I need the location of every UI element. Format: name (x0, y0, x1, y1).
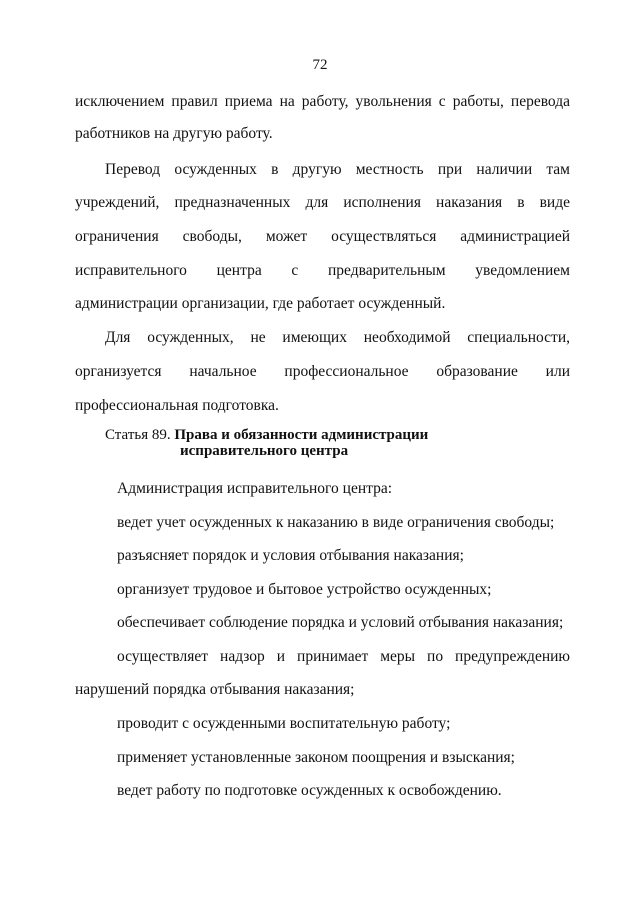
paragraph-3-line-1: Для осужденных, не имеющих необходимой специальности, (105, 329, 570, 346)
paragraph-2-line-1: Перевод осужденных в другую местность при наличии там (105, 161, 570, 178)
duty-item: проводит с осужденными воспитательную работу; (117, 715, 451, 732)
paragraph-2-line-4: исправительного центра с предварительным уведомлением (75, 262, 570, 279)
paragraph-3-line-2: организуется начальное профессиональное образование или (75, 363, 570, 380)
duty-item: применяет установленные законом поощрения и взыскания; (117, 749, 515, 766)
duty-item: ведет учет осужденных к наказанию в виде ограничения свободы; (117, 514, 555, 531)
article-title-line-1: Права и обязанности администрации (174, 427, 429, 443)
duty-item: обеспечивает соблюдение порядка и условий отбывания наказания; (117, 614, 564, 631)
paragraph-2-line-3: ограничения свободы, может осуществляться администрацией (75, 228, 570, 245)
article-heading (105, 427, 429, 459)
duty-item: разъясняет порядок и условия отбывания наказания; (117, 547, 464, 564)
duty-item: организует трудовое и бытовое устройство осужденных; (117, 581, 492, 598)
article-intro: Администрация исправительного центра: (117, 480, 393, 497)
page-number: 72 (312, 57, 328, 73)
paragraph-1-line-1: исключением правил приема на работу, увольнения с работы, перевода (75, 93, 570, 110)
article-number: Статья 89. (105, 427, 171, 443)
article-title-line-2: исправительного центра (180, 443, 349, 459)
paragraph-3-line-3: профессиональная подготовка. (75, 397, 279, 414)
paragraph-1-line-2: работников на другую работу. (75, 125, 273, 142)
paragraph-2-line-2: учреждений, предназначенных для исполнения наказания в виде (75, 194, 570, 211)
duty-item: ведет работу по подготовке осужденных к освобождению. (117, 782, 502, 799)
duty-item-supervision-line-2: нарушений порядка отбывания наказания; (75, 681, 355, 698)
paragraph-2-line-5: администрации организации, где работает осужденный. (75, 295, 446, 312)
duty-item-supervision-line-1: осуществляет надзор и принимает меры по предупреждению (117, 648, 570, 665)
